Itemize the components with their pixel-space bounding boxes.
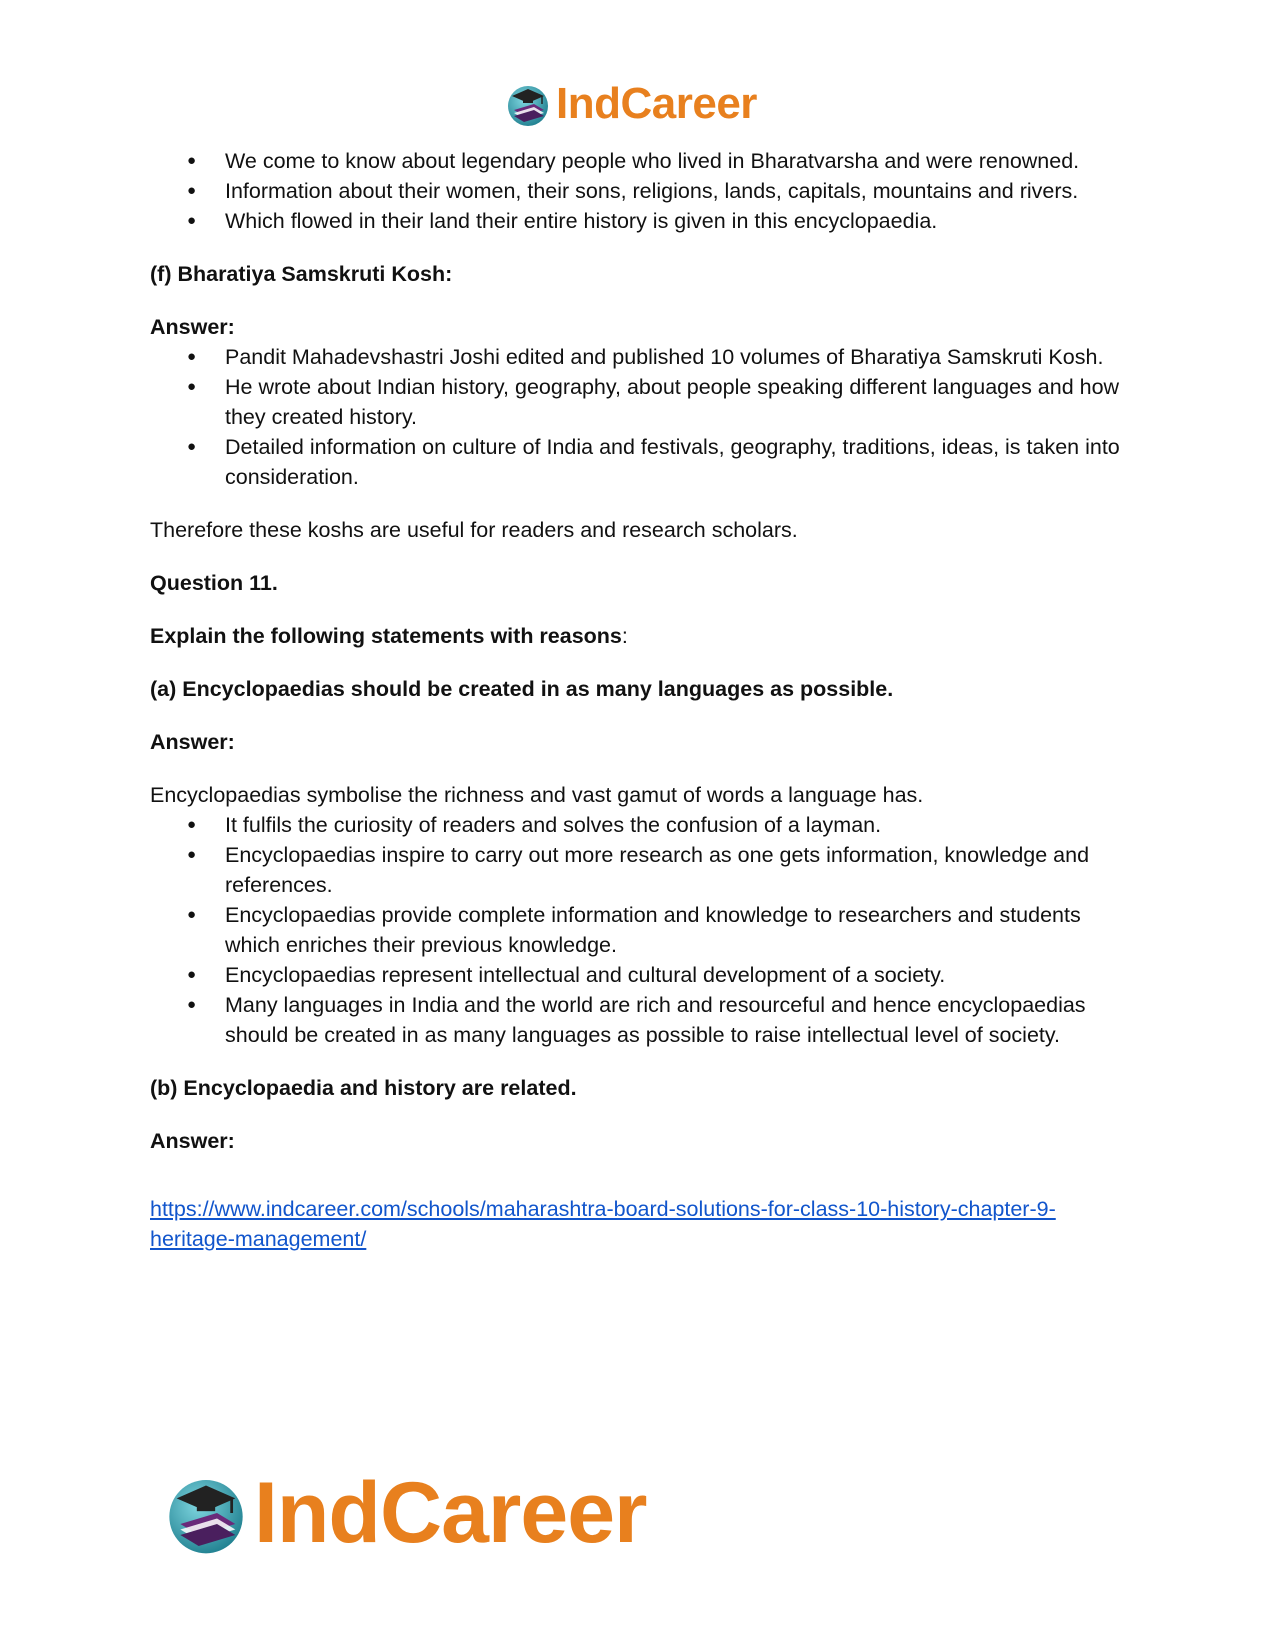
answer-label: Answer: — [150, 315, 235, 339]
list-item: ● He wrote about Indian history, geography, about people speaking different languages and how they created history. — [150, 372, 1130, 432]
question-instruction — [150, 621, 1130, 651]
section-f-conclusion: Therefore these koshs are useful for readers and research scholars. — [150, 518, 798, 542]
answer-label: Answer: — [150, 730, 235, 754]
part-b-heading: (b) Encyclopaedia and history are related. — [150, 1076, 577, 1100]
list-item: ● Many languages in India and the world are rich and resourceful and hence encyclopaedias should be created in as many languages as possible to raise intellectual level of society. — [150, 990, 1130, 1050]
part-a-bullet-list — [150, 810, 1130, 1050]
graduation-book-icon — [162, 1469, 250, 1557]
footer-logo — [162, 1465, 647, 1561]
graduation-book-icon — [504, 80, 552, 128]
list-item: ● Which flowed in their land their entire history is given in this encyclopaedia. — [150, 206, 1130, 236]
list-item: ● It fulfils the curiosity of readers and solves the confusion of a layman. — [150, 810, 1130, 840]
list-item: ● Pandit Mahadevshastri Joshi edited and published 10 volumes of Bharatiya Samskruti Kosh. — [150, 342, 1130, 372]
list-item: ● Encyclopaedias inspire to carry out more research as one gets information, knowledge and references. — [150, 840, 1130, 900]
list-item: ● We come to know about legendary people who lived in Bharatvarsha and were renowned. — [150, 146, 1130, 176]
url-line-1: https://www.indcareer.com/schools/maharashtra-board-solutions-for-class-10-history-chapter-9- — [150, 1197, 1056, 1221]
answer-label: Answer: — [150, 1129, 235, 1153]
source-url-link[interactable] — [150, 1194, 1130, 1254]
document-body — [150, 146, 1130, 1254]
logo-text: IndCareer — [556, 79, 757, 128]
header-logo — [504, 78, 757, 130]
list-item: ● Information about their women, their sons, religions, lands, capitals, mountains and rivers. — [150, 176, 1130, 206]
list-item: ● Encyclopaedias provide complete information and knowledge to researchers and students which enriches their previous knowledge. — [150, 900, 1130, 960]
list-item: ● Encyclopaedias represent intellectual and cultural development of a society. — [150, 960, 1130, 990]
question-title: Question 11. — [150, 571, 278, 595]
section-f-heading: (f) Bharatiya Samskruti Kosh: — [150, 262, 453, 286]
part-a-heading: (a) Encyclopaedias should be created in as many languages as possible. — [150, 677, 894, 701]
url-line-2: heritage-management/ — [150, 1227, 367, 1251]
section-f-bullet-list — [150, 342, 1130, 492]
logo-text: IndCareer — [254, 1465, 647, 1561]
instruction-colon: : — [621, 624, 628, 648]
instruction-text: Explain the following statements with reasons — [150, 624, 622, 648]
list-item: ● Detailed information on culture of India and festivals, geography, traditions, ideas, is taken into consideration. — [150, 432, 1130, 492]
part-a-intro: Encyclopaedias symbolise the richness and vast gamut of words a language has. — [150, 783, 924, 807]
section-e-bullet-list — [150, 146, 1130, 236]
